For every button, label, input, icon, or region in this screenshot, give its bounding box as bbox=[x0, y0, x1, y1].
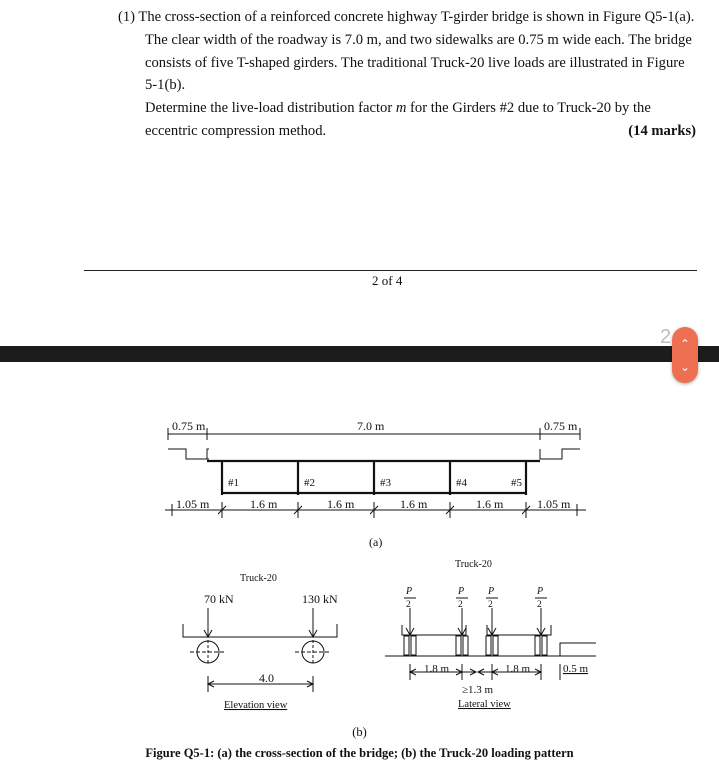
dim-overhang-right: 1.05 m bbox=[537, 497, 571, 511]
dim-spacing: 1.6 m bbox=[400, 497, 428, 511]
girder-label: #2 bbox=[304, 477, 315, 489]
dim-spacing: 1.6 m bbox=[250, 497, 278, 511]
dim-spacing: 1.6 m bbox=[327, 497, 355, 511]
load-fraction-num: P bbox=[458, 586, 465, 597]
load-fraction-num: P bbox=[537, 586, 544, 597]
page-footer-rule bbox=[84, 270, 697, 271]
axle-spacing: 4.0 bbox=[259, 671, 274, 685]
load-fraction-den: 2 bbox=[458, 600, 463, 610]
girder-label: #3 bbox=[380, 477, 391, 489]
page-indicator: 2 bbox=[660, 326, 672, 348]
task-line: Determine the live-load distribution factor m for the Girders #2 due to Truck-20 by the bbox=[145, 100, 651, 117]
dim-wheel-left: 1.8 m bbox=[424, 663, 450, 675]
rear-axle-load: 130 kN bbox=[302, 592, 338, 606]
load-fraction-num: P bbox=[488, 586, 495, 597]
figure-b-label: (b) bbox=[352, 725, 367, 739]
lateral-caption: Lateral view bbox=[458, 699, 511, 710]
chevron-down-icon[interactable]: ⌄ bbox=[679, 360, 691, 374]
dim-sidewalk-right: 0.75 m bbox=[544, 419, 578, 433]
task-line-2 bbox=[118, 120, 696, 143]
dim-wheel-right: 1.8 m bbox=[505, 663, 531, 675]
task-line-text: eccentric compression method. bbox=[145, 122, 327, 139]
girder-label: #5 bbox=[511, 477, 522, 489]
load-fraction-den: 2 bbox=[488, 600, 493, 610]
dim-wheel-gap: ≥1.3 m bbox=[462, 684, 494, 696]
task-variable: m bbox=[395, 100, 407, 117]
figure-diagram bbox=[0, 360, 719, 725]
dim-spacing: 1.6 m bbox=[476, 497, 504, 511]
load-fraction-den: 2 bbox=[537, 600, 542, 610]
elevation-title: Truck-20 bbox=[240, 573, 277, 584]
question-line: (1) The cross-section of a reinforced concrete highway T-girder bridge is shown in Figure Q5-1(a). bbox=[118, 9, 695, 25]
dim-overhang-left: 1.05 m bbox=[176, 497, 210, 511]
question-line: consists of five T-shaped girders. The traditional Truck-20 live loads are illustrated in Figure bbox=[145, 54, 685, 71]
figure-a-label: (a) bbox=[369, 535, 383, 549]
question-text bbox=[118, 6, 696, 143]
load-fraction-den: 2 bbox=[406, 600, 411, 610]
lateral-title: Truck-20 bbox=[455, 559, 492, 570]
front-axle-load: 70 kN bbox=[204, 592, 234, 606]
load-fraction-num: P bbox=[406, 586, 413, 597]
girder-label: #1 bbox=[228, 477, 239, 489]
dim-roadway: 7.0 m bbox=[357, 419, 385, 433]
girder-label: #4 bbox=[456, 477, 467, 489]
page-number: 2 of 4 bbox=[372, 273, 403, 288]
figure-caption: Figure Q5-1: (a) the cross-section of the bridge; (b) the Truck-20 loading pattern bbox=[145, 746, 574, 760]
question-line: 5-1(b). bbox=[145, 77, 186, 94]
chevron-up-icon[interactable]: ⌃ bbox=[679, 337, 691, 351]
dim-curb-offset: 0.5 m bbox=[563, 663, 589, 675]
marks-label: (14 marks) bbox=[628, 122, 696, 139]
dim-sidewalk-left: 0.75 m bbox=[172, 419, 206, 433]
question-line: The clear width of the roadway is 7.0 m, and two sidewalks are 0.75 m wide each. The bridge bbox=[145, 31, 692, 48]
elevation-caption: Elevation view bbox=[224, 700, 288, 711]
